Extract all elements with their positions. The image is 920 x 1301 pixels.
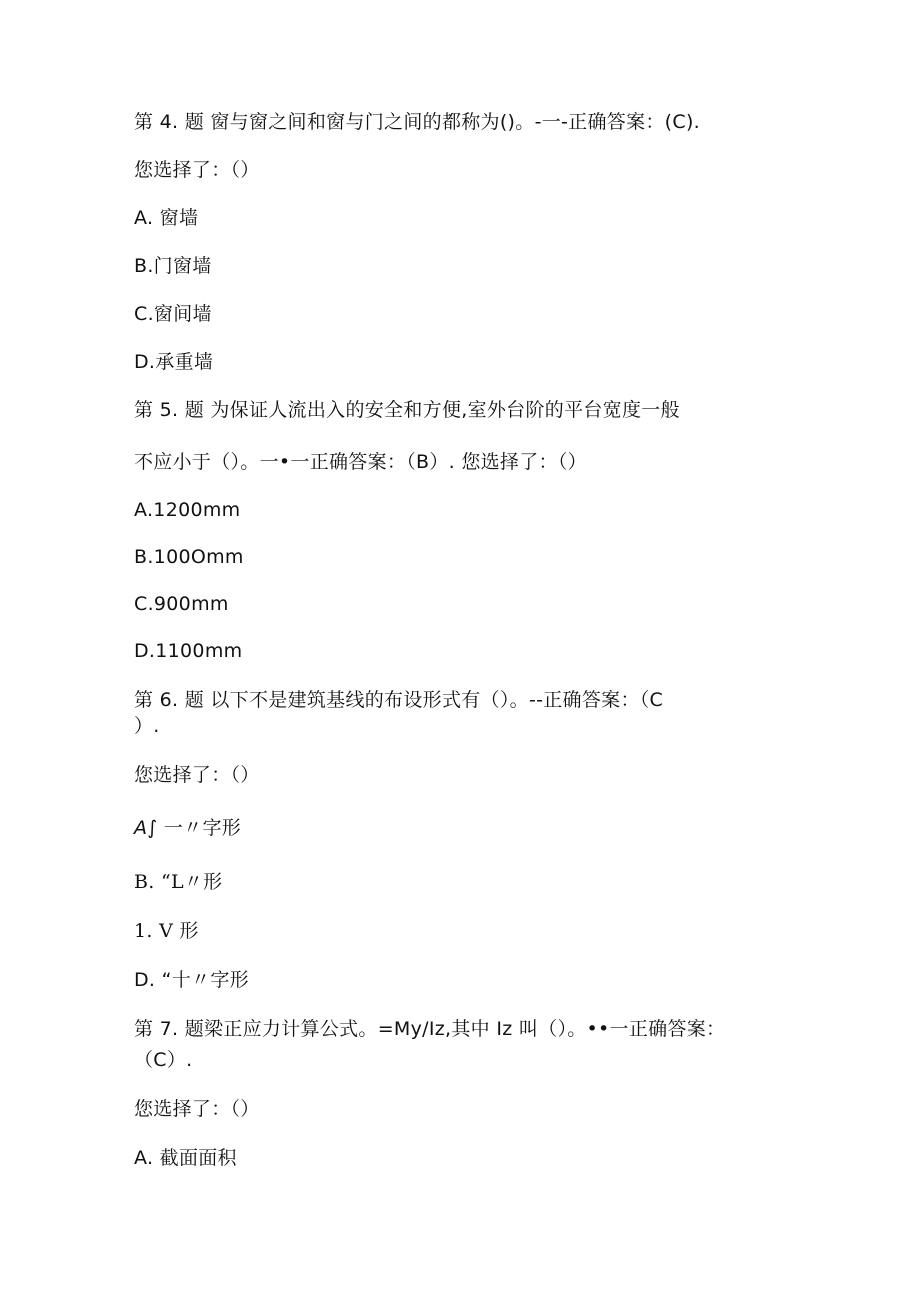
question-6-option-a-letter: A: [134, 817, 148, 839]
question-7-stem-line-1: 第 7. 题梁正应力计算公式。=My/Iz,其中 Iz 叫（）。••一正确答案：: [134, 1018, 726, 1040]
question-6-stem-line-2: ）.: [134, 715, 160, 737]
question-4-stem: 第 4. 题 窗与窗之间和窗与门之间的都称为()。-一-正确答案：(C).: [134, 111, 701, 133]
question-4-option-a: A. 窗墙: [134, 207, 199, 229]
question-6-option-a: [134, 816, 241, 840]
question-7-selected: 您选择了：（）: [134, 1098, 260, 1120]
question-4-option-b: B.门窗墙: [134, 255, 212, 277]
question-5-option-c: C.900mm: [134, 593, 229, 615]
question-5-stem-line-2: 不应小于（）。一•一正确答案：（B）. 您选择了：（）: [134, 451, 587, 473]
question-6-option-b: B. “L〃形: [134, 871, 223, 893]
question-6-option-a-text: ∫ 一〃字形: [147, 817, 242, 839]
question-4-selected: 您选择了：（）: [134, 159, 260, 181]
question-4-option-c: C.窗间墙: [134, 303, 212, 325]
question-6-stem-line-1: 第 6. 题 以下不是建筑基线的布设形式有（）。--正确答案：（C: [134, 689, 664, 711]
question-5-option-a: A.1200mm: [134, 499, 241, 521]
question-5-stem-line-1: 第 5. 题 为保证人流出入的安全和方便,室外台阶的平台宽度一般: [134, 399, 680, 421]
question-6-option-c: 1. V 形: [134, 920, 199, 942]
question-7-option-a: A. 截面面积: [134, 1147, 237, 1169]
question-6-selected: 您选择了：（）: [134, 764, 260, 786]
question-4-option-d: D.承重墙: [134, 351, 214, 373]
question-5-option-b: B.100Omm: [134, 546, 244, 568]
question-7-stem-line-2: （C）.: [134, 1049, 193, 1071]
question-6-option-d: D. “十〃字形: [134, 969, 249, 991]
question-5-option-d: D.1100mm: [134, 640, 243, 662]
